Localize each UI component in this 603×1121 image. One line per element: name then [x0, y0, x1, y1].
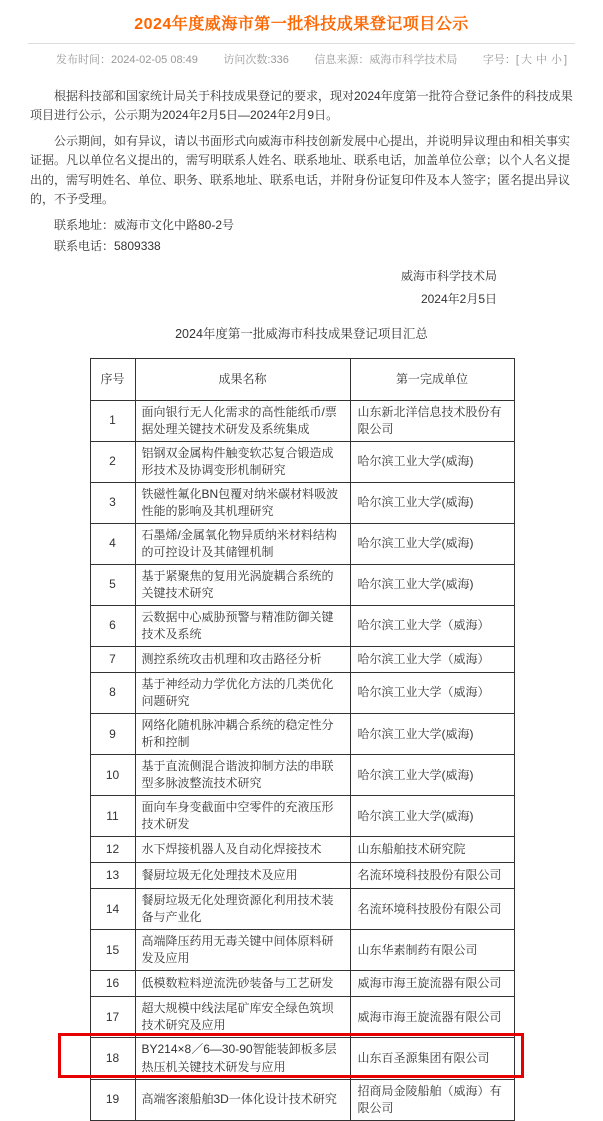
fontsize-option-large[interactable]: 大 [520, 54, 532, 66]
fontsize-bracket-close: ] [563, 54, 567, 66]
cell-no: 18 [90, 1038, 135, 1079]
cell-no: 3 [90, 482, 135, 523]
cell-name: 测控系统攻击机理和攻击路径分析 [135, 646, 350, 672]
cell-org: 山东百圣源集团有限公司 [350, 1038, 514, 1079]
publish-time [56, 51, 198, 67]
cell-name: 石墨烯/金属氧化物异质纳米材料结构的可控设计及其储锂机制 [135, 523, 350, 564]
results-table-body [90, 400, 514, 1120]
cell-org: 哈尔滨工业大学(威海) [350, 755, 514, 796]
table-row [90, 889, 514, 930]
cell-name: 云数据中心威胁预警与精准防御关键技术及系统 [135, 605, 350, 646]
cell-name: 基于直流侧混合谐波抑制方法的串联型多脉波整流技术研究 [135, 755, 350, 796]
cell-no: 1 [90, 400, 135, 441]
cell-org: 哈尔滨工业大学（威海） [350, 646, 514, 672]
table-row [90, 672, 514, 713]
cell-no: 5 [90, 564, 135, 605]
table-row [90, 605, 514, 646]
publish-time-value: 2024-02-05 08:49 [111, 54, 198, 66]
cell-org: 哈尔滨工业大学(威海) [350, 564, 514, 605]
visit-count-value: 336 [270, 54, 289, 66]
article-body [0, 73, 603, 1121]
cell-no: 4 [90, 523, 135, 564]
cell-no: 17 [90, 997, 135, 1038]
table-row [90, 997, 514, 1038]
fontsize-control [483, 51, 567, 67]
cell-name: 铁磁性氟化BN包覆对纳米碳材料吸波性能的影响及其机理研究 [135, 482, 350, 523]
cell-name: BY214×8／6—30-90智能装卸板多层热压机关键技术研发与应用 [135, 1038, 350, 1079]
cell-name: 低模数粒料逆流洗砂装备与工艺研发 [135, 971, 350, 997]
cell-org: 哈尔滨工业大学(威海) [350, 523, 514, 564]
publish-time-label: 发布时间： [56, 54, 111, 66]
signature-date: 2024年2月5日 [420, 291, 497, 306]
cell-org: 哈尔滨工业大学(威海) [350, 796, 514, 837]
cell-name: 面向车身变截面中空零件的充液压形技术研发 [135, 796, 350, 837]
cell-no: 12 [90, 837, 135, 863]
info-source-value: 威海市科学技术局 [369, 54, 458, 66]
header-serial-number: 序号 [90, 358, 135, 400]
cell-name: 高端降压药用无毒关键中间体原料研发及应用 [135, 930, 350, 971]
cell-name: 高端客滚船舶3D一体化设计技术研究 [135, 1079, 350, 1120]
header-achievement-name: 成果名称 [135, 358, 350, 400]
cell-no: 2 [90, 441, 135, 482]
table-row [90, 441, 514, 482]
cell-no: 15 [90, 930, 135, 971]
cell-no: 10 [90, 755, 135, 796]
cell-no: 9 [90, 714, 135, 755]
fontsize-option-small[interactable]: 小 [550, 54, 562, 66]
cell-org: 威海市海王旋流器有限公司 [350, 997, 514, 1038]
signature-block [30, 267, 573, 308]
signature-org: 威海市科学技术局 [400, 268, 497, 283]
cell-org: 哈尔滨工业大学（威海） [350, 672, 514, 713]
cell-org: 名流环境科技股份有限公司 [350, 863, 514, 889]
table-row [90, 837, 514, 863]
cell-name: 超大规模中线法尾矿库安全绿色筑坝技术研究及应用 [135, 997, 350, 1038]
paragraph-intro: 根据科技部和国家统计局关于科技成果登记的要求，现对2024年度第一批符合登记条件的科技成果项目进行公示，公示期为2024年2月5日—2024年2月9日。 [30, 89, 573, 123]
cell-org: 山东新北洋信息技术股份有限公司 [350, 400, 514, 441]
cell-org: 哈尔滨工业大学(威海) [350, 482, 514, 523]
cell-no: 8 [90, 672, 135, 713]
cell-name: 面向银行无人化需求的高性能纸币/票据处理关键技术研发及系统集成 [135, 400, 350, 441]
contact-address: 联系地址：威海市文化中路80-2号 [54, 217, 235, 232]
cell-no: 6 [90, 605, 135, 646]
table-row [90, 400, 514, 441]
contact-phone: 联系电话：5809338 [54, 239, 161, 254]
fontsize-option-medium[interactable]: 中 [535, 54, 547, 66]
table-title: 2024年度第一批威海市科技成果登记项目汇总 [175, 326, 428, 341]
cell-name: 基于紧聚焦的复用光涡旋耦合系统的关键技术研究 [135, 564, 350, 605]
cell-org: 哈尔滨工业大学(威海) [350, 441, 514, 482]
table-row [90, 1079, 514, 1120]
cell-org: 名流环境科技股份有限公司 [350, 889, 514, 930]
cell-org: 哈尔滨工业大学（威海） [350, 605, 514, 646]
results-table [90, 358, 515, 1121]
cell-org: 哈尔滨工业大学(威海) [350, 714, 514, 755]
fontsize-bracket-open: [ [515, 54, 519, 66]
info-source-label: 信息来源： [314, 54, 370, 66]
table-row [90, 863, 514, 889]
header-first-completing-unit: 第一完成单位 [350, 358, 514, 400]
cell-no: 16 [90, 971, 135, 997]
table-row [90, 971, 514, 997]
table-row [90, 523, 514, 564]
cell-org: 山东船舶技术研究院 [350, 837, 514, 863]
cell-org: 山东华素制药有限公司 [350, 930, 514, 971]
cell-name: 铝钢双金属构件触变软芯复合锻造成形技术及协调变形机制研究 [135, 441, 350, 482]
page-title: 2024年度威海市第一批科技成果登记项目公示 [134, 16, 469, 33]
table-row [90, 930, 514, 971]
cell-name: 水下焊接机器人及自动化焊接技术 [135, 837, 350, 863]
cell-no: 19 [90, 1079, 135, 1120]
cell-name: 基于神经动力学优化方法的几类优化问题研究 [135, 672, 350, 713]
cell-no: 11 [90, 796, 135, 837]
paragraph-objection: 公示期间，如有异议，请以书面形式向威海市科技创新发展中心提出，并说明异议理由和相关事实证据。凡以单位名义提出的，需写明联系人姓名、联系地址、联系电话，加盖单位公章；以个人名义提出的，需写明姓名、单位、职务、联系地址、联系电话，并附身份证复印件及本人签字；匿名提出异议的，不予受理。 [30, 133, 571, 207]
results-table-wrap [90, 358, 514, 1121]
cell-no: 13 [90, 863, 135, 889]
cell-name: 网络化随机脉冲耦合系统的稳定性分析和控制 [135, 714, 350, 755]
info-source [314, 51, 457, 67]
fontsize-label: 字号： [482, 54, 516, 66]
table-row [90, 564, 514, 605]
table-row [90, 755, 514, 796]
table-row [90, 1038, 514, 1079]
table-row [90, 714, 514, 755]
table-header-row [90, 358, 514, 400]
table-row [90, 646, 514, 672]
cell-org: 威海市海王旋流器有限公司 [350, 971, 514, 997]
cell-no: 14 [90, 889, 135, 930]
cell-org: 招商局金陵船舶（威海）有限公司 [350, 1079, 514, 1120]
meta-bar [0, 44, 603, 73]
table-row [90, 796, 514, 837]
cell-name: 餐厨垃圾无化处理技术及应用 [135, 863, 350, 889]
visit-count [223, 51, 288, 67]
table-row [90, 482, 514, 523]
visit-count-label: 访问次数: [223, 54, 271, 66]
cell-name: 餐厨垃圾无化处理资源化利用技术装备与产业化 [135, 889, 350, 930]
cell-no: 7 [90, 646, 135, 672]
